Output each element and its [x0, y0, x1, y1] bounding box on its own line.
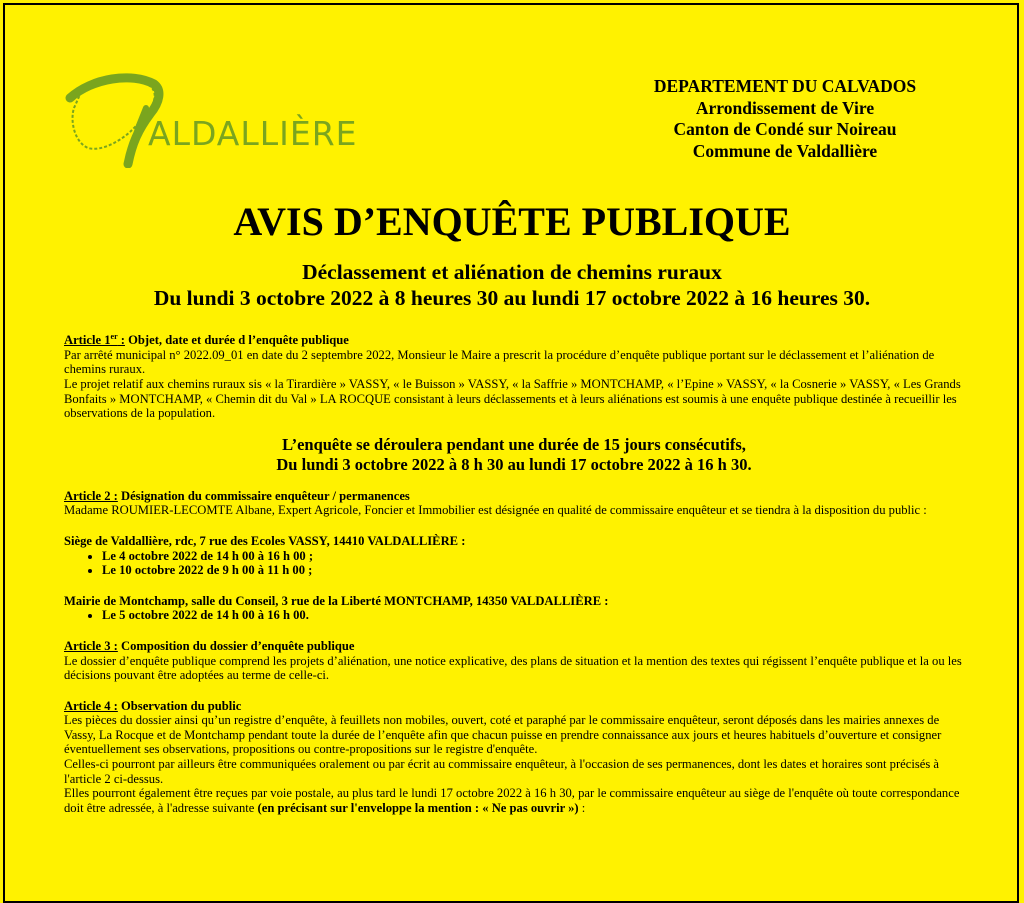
- dept-line: DEPARTEMENT DU CALVADOS: [653, 76, 917, 96]
- article-4-paragraph: Les pièces du dossier ainsi qu’un registre d’enquête, à feuillets non mobiles, ouvert, coté et paraphé par le commissaire enquêteur, seront déposés dans les mairies annexes de Vassy, La Rocque et de Montchamp pendant toute la durée de l’enquête afin que chacun puisse en prendre connaissance aux jours et heures habituels d’ouverture et consigner éventuellement ses observations, propositions ou contre-propositions sur le registre d'enquête.: [64, 713, 942, 757]
- dept-line: Commune de Valdallière: [692, 140, 878, 161]
- article-1-paragraph: Par arrêté municipal n° 2022.09_01 en date du 2 septembre 2022, Monsieur le Maire a prescrit la procédure d’enquête publique portant sur le déclassement et l’aliénation de chemins ruraux.: [64, 347, 935, 377]
- article-4-paragraph: Celles-ci pourront par ailleurs être communiquées oralement ou par écrit au commissaire enquêteur, à l'occasion de ses permanences, dont les dates et horaires sont précisés à l'article 2 ci-dessus.: [64, 757, 939, 786]
- list-item: • Le 5 octobre 2022 de 14 h 00 à 16 h 00.: [102, 608, 964, 623]
- permanence-place-2: Mairie de Montchamp, salle du Conseil, 3 rue de la Liberté MONTCHAMP, 14350 VALDALLIÈRE :: [64, 593, 609, 608]
- article-1-heading: Article 1er : Objet, date et durée d l’enquête publique: [64, 332, 349, 348]
- subtitle: [0, 259, 1024, 311]
- page-title: AVIS D’ENQUÊTE PUBLIQUE: [233, 199, 791, 244]
- list-item: • Le 10 octobre 2022 de 9 h 00 à 11 h 00 ;: [102, 563, 964, 578]
- article-2-paragraph: Madame ROUMIER-LECOMTE Albane, Expert Agricole, Foncier et Immobilier est désignée en qualité de commissaire enquêteur et se tiendra à la disposition du public :: [64, 503, 927, 518]
- dept-line: Arrondissement de Vire: [695, 97, 875, 118]
- subtitle-line-2: Du lundi 3 octobre 2022 à 8 heures 30 au lundi 17 octobre 2022 à 16 heures 30.: [153, 286, 871, 310]
- article-3-paragraph: Le dossier d’enquête publique comprend les projets d’aliénation, une notice explicative, des plans de situation et la mention des textes qui régissent l’enquête publique et la ou les décisions pouvant être adoptées au terme de celle-ci.: [64, 653, 962, 683]
- article-3-heading: Article 3 : Composition du dossier d’enquête publique: [64, 638, 355, 653]
- article-2-heading: Article 2 : Désignation du commissaire enquêteur / permanences: [64, 488, 410, 503]
- list-item: • Le 4 octobre 2022 de 14 h 00 à 16 h 00 ;: [102, 549, 964, 564]
- article-4-paragraph: Elles pourront également être reçues par voie postale, au plus tard le lundi 17 octobre 2022 à 16 h 30, par le commissaire enquêteur au siège de l'enquête où toute correspondance doit être adressée, à l'adresse suivante (en précisant sur l'enveloppe la mention : « Ne pas ouvrir ») :: [64, 786, 960, 815]
- subtitle-line-1: Déclassement et aliénation de chemins ruraux: [302, 260, 722, 284]
- logo-text: ALDALLIÈRE: [148, 114, 358, 153]
- notice-body: [64, 330, 964, 815]
- article-4-heading: Article 4 : Observation du public: [64, 698, 242, 713]
- dept-line: Canton de Condé sur Noireau: [673, 119, 897, 139]
- department-block: [600, 76, 970, 162]
- article-1-paragraph: Le projet relatif aux chemins ruraux sis « la Tirardière » VASSY, « le Buisson » VASSY, « la Saffrie » MONTCHAMP, « l’Epine » VASSY, « la Cosnerie » VASSY, « Les Grands Bonfaits » MONTCHAMP, « Chemin dit du Val » LA ROCQUE consistant à leurs déclassements et à leurs aliénations est soumis à une enquête publique destinée à recueillir les observations de la population.: [64, 376, 961, 421]
- permanence-list-2: [64, 608, 964, 623]
- duration-notice: L’enquête se déroulera pendant une durée de 15 jours consécutifs, Du lundi 3 octobre 2022 à 8 h 30 au lundi 17 octobre 2022 à 16 h 30.: [276, 434, 752, 474]
- permanence-place-1: Siège de Valdallière, rdc, 7 rue des Ecoles VASSY, 14410 VALDALLIÈRE :: [64, 533, 466, 548]
- permanence-list-1: [64, 549, 964, 578]
